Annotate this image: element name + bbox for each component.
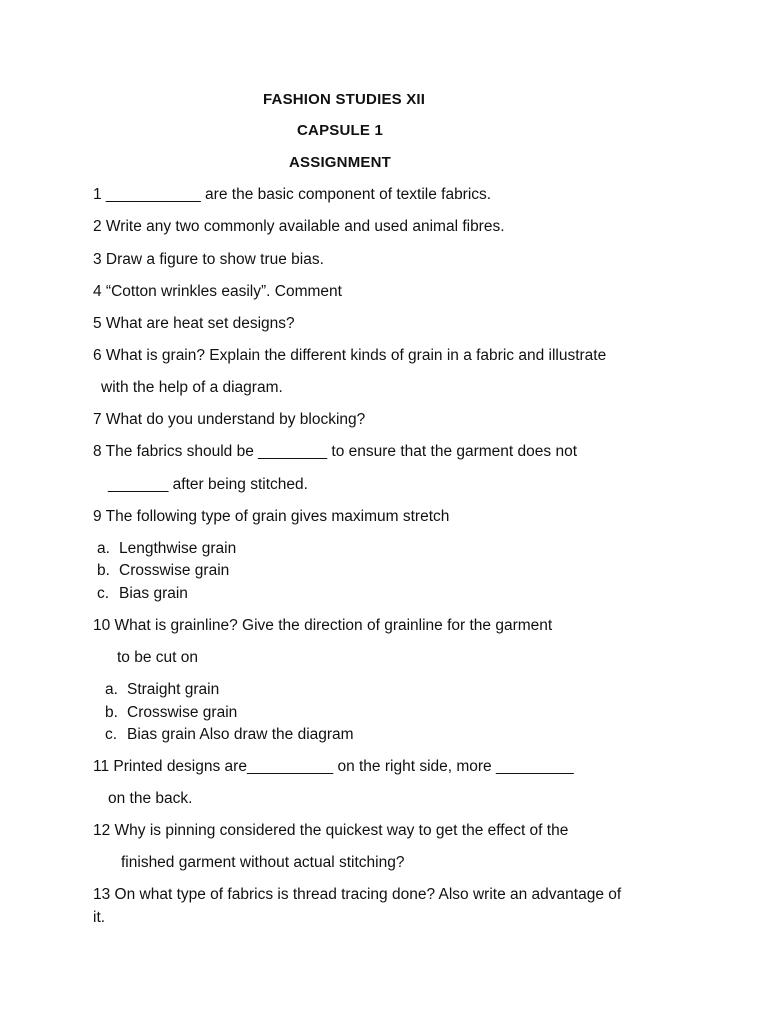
question-9: 9 The following type of grain gives maximum stretch (93, 508, 450, 525)
q10-option-c (105, 726, 354, 744)
question-13-line-2: it. (93, 909, 106, 926)
question-5: 5 What are heat set designs? (93, 315, 295, 332)
question-12-line-2: finished garment without actual stitching? (121, 854, 405, 871)
q10-option-b (105, 704, 237, 722)
q10-option-a (105, 681, 219, 699)
option-letter: a. (97, 540, 110, 557)
option-text: Crosswise grain (119, 562, 230, 579)
question-2: 2 Write any two commonly available and used animal fibres. (93, 218, 505, 235)
question-13-line-1: 13 On what type of fabrics is thread tracing done? Also write an advantage of (93, 886, 622, 903)
option-text: Lengthwise grain (119, 540, 237, 557)
option-letter: c. (105, 726, 118, 743)
question-7: 7 What do you understand by blocking? (93, 411, 366, 428)
option-text: Straight grain (127, 681, 220, 698)
q9-option-c (97, 585, 188, 603)
question-8-line-1: 8 The fabrics should be ________ to ensure that the garment does not (93, 443, 577, 460)
option-letter: c. (97, 585, 110, 602)
question-10-line-1: 10 What is grainline? Give the direction of grainline for the garment (93, 617, 553, 634)
option-text: Bias grain (119, 585, 188, 602)
option-letter: b. (97, 562, 110, 579)
question-11-line-1: 11 Printed designs are__________ on the right side, more _________ (93, 758, 574, 775)
q9-option-b (97, 562, 229, 580)
question-10-line-2: to be cut on (117, 649, 199, 666)
question-3: 3 Draw a figure to show true bias. (93, 251, 324, 268)
question-4: 4 “Cotton wrinkles easily”. Comment (93, 283, 342, 300)
option-text: Bias grain Also draw the diagram (127, 726, 354, 743)
assignment-title: ASSIGNMENT (289, 154, 392, 171)
question-1: 1 ___________ are the basic component of textile fabrics. (93, 186, 492, 203)
capsule-title: CAPSULE 1 (297, 122, 383, 139)
option-letter: a. (105, 681, 118, 698)
question-6-line-2: with the help of a diagram. (101, 379, 283, 396)
option-letter: b. (105, 704, 118, 721)
q9-option-a (97, 540, 236, 558)
question-12-line-1: 12 Why is pinning considered the quickest way to get the effect of the (93, 822, 569, 839)
subject-title: FASHION STUDIES XII (263, 91, 426, 108)
question-8-line-2: _______ after being stitched. (108, 476, 308, 493)
option-text: Crosswise grain (127, 704, 238, 721)
question-6-line-1: 6 What is grain? Explain the different kinds of grain in a fabric and illustrate (93, 347, 607, 364)
question-11-line-2: on the back. (108, 790, 193, 807)
